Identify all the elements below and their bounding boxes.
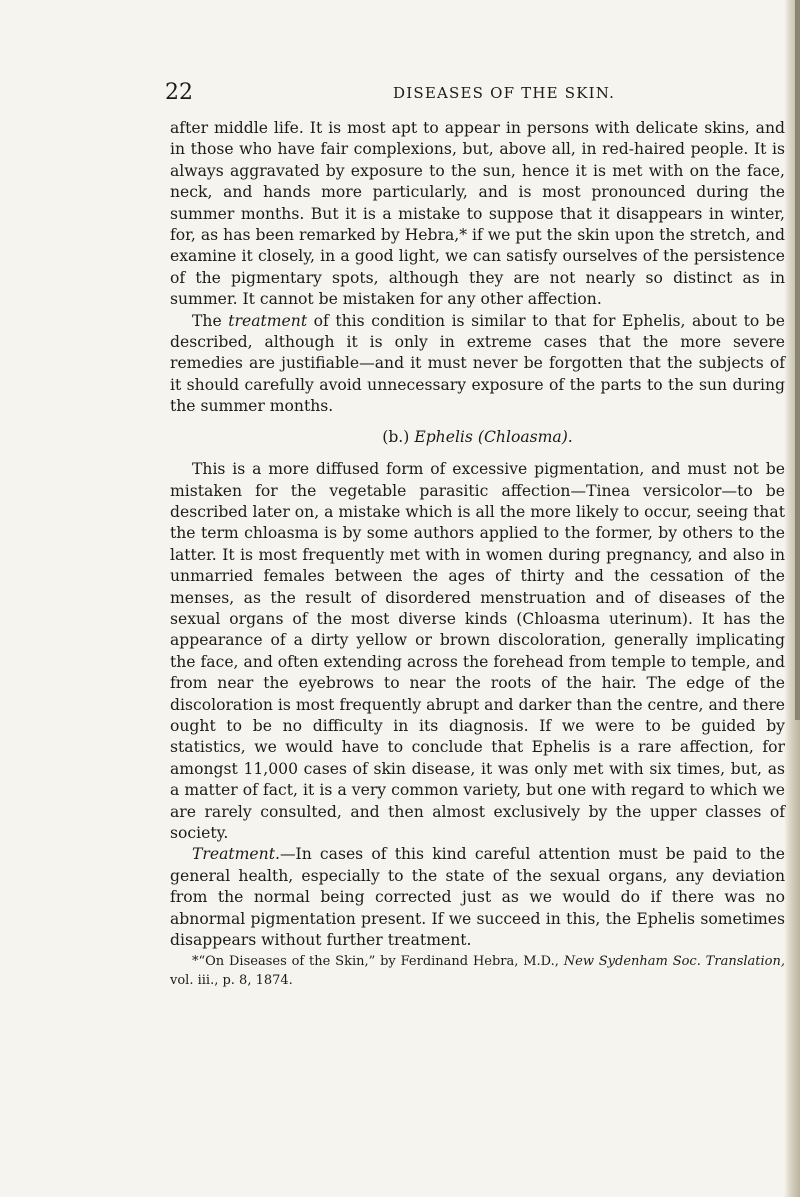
page-body	[170, 118, 785, 990]
footnote-citation: vol. iii., p. 8, 1874.	[170, 973, 293, 989]
paragraph-2	[170, 311, 785, 418]
paragraph-1: after middle life. It is most apt to appear in persons with delicate skins, and in those who have fair complexions, but, above all, in red-haired people. It is always aggravated by exposure to the sun, hence it is met with on the face, neck, and hands more particularly, and is most pronounced during the summer months. But it is a mistake to suppose that it disappears in winter, for, as has been remarked by Hebra,* if we put the skin upon the stretch, and examine it closely, in a good light, we can satisfy ourselves of the persistence of the pigmentary spots, although they are not nearly so distinct as in summer. It cannot be mistaken for any other affection.	[170, 119, 785, 309]
page-number: 22	[165, 80, 193, 105]
running-head: DISEASES OF THE SKIN.	[393, 84, 616, 102]
paragraph-2-lead: The	[192, 311, 222, 330]
section-subtitle: (Chloasma).	[477, 427, 573, 446]
treatment-heading: Treatment.	[192, 845, 280, 864]
paragraph-2-rest: of this condition is similar to that for Ephelis, about to be described, although it is only in extreme cases that the more severe remedies are justifiable—and it must never be forgotten that the subjects of it should carefully avoid unnecessary exposure of the parts to the sun during the summer months.	[170, 311, 785, 416]
page-header	[165, 80, 685, 106]
section-title: Ephelis	[414, 427, 473, 446]
paragraph-3: This is a more diffused form of excessive pigmentation, and must not be mistaken for the vegetable parasitic affection—Tinea versicolor—to be described later on, a mistake which is all the more likely to occur, seeing that the term chloasma is by some authors applied to the former, by others to the latter. It is most frequently met with in women during pregnancy, and also in unmarried females between the ages of thirty and the cessation of the menses, as the result of disordered menstruation and of diseases of the sexual organs of the most diverse kinds (Chloasma uterinum). It has the appearance of a dirty yellow or brown discoloration, generally implicating the face, and often extending across the forehead from temple to temple, and from near the eyebrows to near the roots of the hair. The edge of the discoloration is most frequently abrupt and darker than the centre, and there ought to be no difficulty in its diagnosis. If we were to be guided by statistics, we would have to conclude that Ephelis is a rare affection, for amongst 11,000 cases of skin disease, it was only met with six times, but, as a matter of fact, it is a very common variety, but one with regard to which we are rarely consulted, and then almost exclusively by the upper classes of society.	[170, 460, 785, 842]
page-edge-binding	[795, 0, 800, 720]
footnote-text: *“On Diseases of the Skin,” by Ferdinand Hebra, M.D.,	[192, 954, 559, 970]
footnote	[170, 952, 785, 990]
section-label: (b.)	[382, 427, 410, 446]
treatment-term: treatment	[228, 311, 308, 330]
paragraph-4	[170, 844, 785, 951]
paragraph-4-rest: —In cases of this kind careful attention must be paid to the general health, especially to the state of the sexual organs, any deviation from the normal being corrected just as we would do if there was no abnormal pigmentation present. If we succeed in this, the Ephelis sometimes disappears without further treatment.	[170, 845, 785, 950]
section-heading	[170, 427, 785, 448]
footnote-source: New Sydenham Soc. Translation,	[563, 954, 785, 970]
